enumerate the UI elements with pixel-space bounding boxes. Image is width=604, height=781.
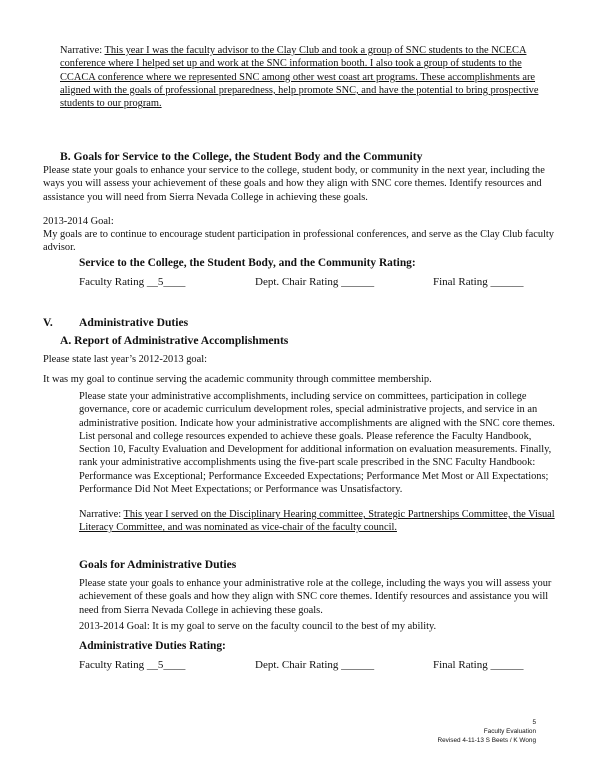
last-year-prompt: Please state last year’s 2012-2013 goal: [43,354,207,365]
admin-goal-text: 2013-2014 Goal: It is my goal to serve on the faculty council to the best of my ability. [79,621,437,632]
final-rating: Final Rating ______ [433,276,524,288]
section-b-heading: B. Goals for Service to the College, the Student Body and the Community [60,150,423,163]
admin-faculty-rating: Faculty Rating __5____ [79,659,186,671]
admin-rating-row [0,659,604,673]
section-b-goal-label: 2013-2014 Goal: [43,216,114,227]
service-narrative [60,44,540,110]
section-b-instructions: Please state your goals to enhance your service to the college, student body, or community in the next year, including the ways you will assess your achievement of these goals and how they align with SNC core themes. Identify resources and assistance you will need from Sierra Nevada College in achieving these goals. [43,165,545,203]
admin-instructions: Please state your administrative accomplishments, including service on committees, participation in college governance, core or academic curriculum development roles, special administrative projects, and service in an administrative position. Indicate how your administrative accomplishments are aligned with the SNC core themes. List personal and college resources expended to achieve these goals. Please reference the Faculty Handbook, Section 10, Faculty Evaluation and Development for additional information on evaluation measurements. Finally, rank your administrative accomplishments using the five-part scale prescribed in the SNC Faculty Handbook: Performance was Exceptional; Performance Exceeded Expectations; Performance Met Most or All Expectations; Performance Did Not Meet Expectations; or Performance was Unsatisfactory. [79,391,555,496]
last-year-goal: It was my goal to continue serving the academic community through committee membership. [43,374,432,385]
admin-final-rating: Final Rating ______ [433,659,524,671]
chair-rating: Dept. Chair Rating ______ [255,276,375,288]
section-v-title: Administrative Duties [79,316,189,329]
service-rating-row [0,276,604,290]
page-number: 5 [532,719,536,726]
admin-goals-instructions: Please state your goals to enhance your administrative role at the college, including the ways you will assess your achievement of these goals and how they align with SNC core themes. Identify resources and assistance you will need from Sierra Nevada College in achieving these goals. [79,578,552,616]
narrative-text: This year I was the faculty advisor to the Clay Club and took a group of SNC students to the NCECA conference where I helped set up and work at the SNC information booth. I also took a group of students to the CCACA conference where we represented SNC among other west coast art programs. These accomplishments are aligned with the goals of professional preparedness, help promote SNC, and have the potential to bring prospective students to our program. [60,45,539,110]
page-footer [437,718,536,745]
admin-chair-rating: Dept. Chair Rating ______ [255,659,375,671]
admin-goals-heading: Goals for Administrative Duties [79,558,237,571]
admin-narrative [79,508,557,535]
service-rating-heading: Service to the College, the Student Body, and the Community Rating: [79,257,416,269]
faculty-rating: Faculty Rating __5____ [79,276,186,288]
admin-narrative-text: This year I served on the Disciplinary Hearing committee, Strategic Partnerships Committee, the Visual Literacy Committee, and was nominated as vice-chair of the faculty council. [79,509,555,534]
footer-revision: Revised 4-11-13 S Beets / K Wong [437,737,536,744]
admin-narrative-prefix: Narrative: [79,509,124,520]
section-v-number: V. [43,316,53,329]
section-v-a-heading: A. Report of Administrative Accomplishments [60,334,289,347]
footer-title: Faculty Evaluation [483,728,536,735]
narrative-prefix: Narrative: [60,45,105,56]
admin-rating-heading: Administrative Duties Rating: [79,640,226,652]
section-b-goal-text: My goals are to continue to encourage student participation in professional conferences, and serve as the Clay Club faculty advisor. [43,229,554,254]
